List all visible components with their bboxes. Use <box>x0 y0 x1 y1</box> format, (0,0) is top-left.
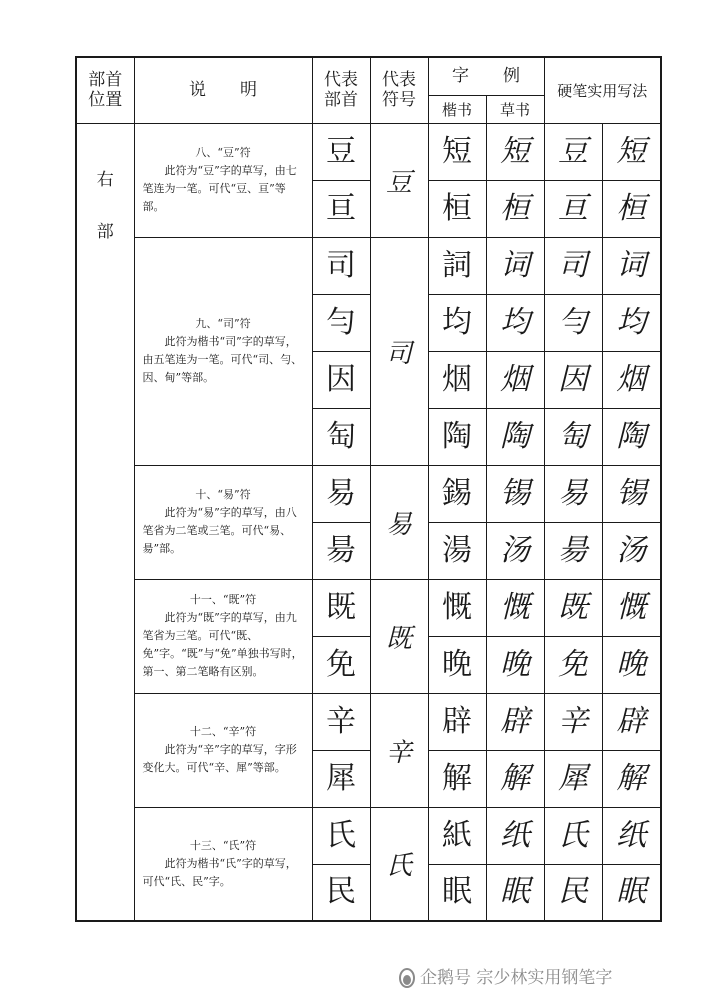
practical-radical-cell: 既 <box>544 579 602 636</box>
rep-symbol-cell: 既 <box>370 579 428 693</box>
practical-example-cell: 陶 <box>602 408 661 465</box>
header-rep-symbol <box>370 57 428 123</box>
explanation-cell <box>134 123 312 237</box>
explanation-body: 此符为“既”字的草写，由九笔省为三笔。可代“既、免”字。“既”与“免”单独书写时，第一、第二笔略有区别。 <box>142 611 303 678</box>
practical-example-cell: 词 <box>602 237 661 294</box>
kaishu-example-cell: 短 <box>428 123 486 180</box>
rep-radical-cell: 辛 <box>312 693 370 750</box>
header-examples: 字 例 <box>428 57 544 95</box>
practical-radical-cell: 豆 <box>544 123 602 180</box>
caoshu-example-cell: 陶 <box>486 408 544 465</box>
caoshu-example-cell: 眠 <box>486 864 544 921</box>
explanation-body: 此符为“辛”字的草写，字形变化大。可代“辛、犀”等部。 <box>142 743 297 774</box>
caoshu-example-cell: 辟 <box>486 693 544 750</box>
practical-example-cell: 辟 <box>602 693 661 750</box>
caoshu-example-cell: 解 <box>486 750 544 807</box>
practical-radical-cell: 因 <box>544 351 602 408</box>
rep-radical-cell: 氏 <box>312 807 370 864</box>
position-label-right: 右 <box>96 169 114 190</box>
header-practical: 硬笔实用写法 <box>544 57 661 123</box>
kaishu-example-cell: 詞 <box>428 237 486 294</box>
header-rep-symbol-line1: 代表 <box>382 70 416 91</box>
explanation-body: 此符为楷书“氏”字的草写，可代“氏、民”字。 <box>142 856 297 888</box>
explanation-cell <box>134 237 312 465</box>
rep-radical-cell: 昜 <box>312 522 370 579</box>
header-position-line2: 位置 <box>88 90 123 111</box>
rep-symbol-cell: 易 <box>370 465 428 579</box>
rep-radical-cell: 勻 <box>312 294 370 351</box>
rep-symbol-cell: 豆 <box>370 123 428 237</box>
table-row <box>76 237 661 294</box>
rep-radical-cell: 免 <box>312 636 370 693</box>
header-rep-symbol-line2: 符号 <box>382 90 416 111</box>
rep-radical-cell: 因 <box>312 351 370 408</box>
caoshu-example-cell: 慨 <box>486 579 544 636</box>
caoshu-example-cell: 烟 <box>486 351 544 408</box>
practical-radical-cell: 勻 <box>544 294 602 351</box>
explanation-title: 九、“司”符 <box>195 317 251 330</box>
caoshu-example-cell: 桓 <box>486 180 544 237</box>
rep-symbol-cell: 司 <box>370 237 428 465</box>
table-body <box>76 123 661 921</box>
table-row <box>76 693 661 750</box>
practical-radical-cell: 昜 <box>544 522 602 579</box>
header-rep-radical-line1: 代表 <box>324 70 358 91</box>
table-row <box>76 465 661 522</box>
rep-radical-cell: 民 <box>312 864 370 921</box>
explanation-body: 此符为“豆”字的草写，由七笔连为一笔。可代“豆、亘”等部。 <box>142 164 297 213</box>
header-caoshu: 草书 <box>486 95 544 123</box>
practical-example-cell: 锡 <box>602 465 661 522</box>
rep-radical-cell: 既 <box>312 579 370 636</box>
position-label-part: 部 <box>96 221 114 242</box>
rep-radical-cell: 匋 <box>312 408 370 465</box>
caoshu-example-cell: 锡 <box>486 465 544 522</box>
practical-radical-cell: 亘 <box>544 180 602 237</box>
caoshu-example-cell: 汤 <box>486 522 544 579</box>
explanation-title: 十一、“既”符 <box>189 593 257 606</box>
caoshu-example-cell: 晚 <box>486 636 544 693</box>
header-explanation: 说 明 <box>134 57 312 123</box>
kaishu-example-cell: 慨 <box>428 579 486 636</box>
header-kaishu: 楷书 <box>428 95 486 123</box>
practical-example-cell: 均 <box>602 294 661 351</box>
explanation-title: 十二、“辛”符 <box>189 725 257 738</box>
kaishu-example-cell: 烟 <box>428 351 486 408</box>
rep-radical-cell: 豆 <box>312 123 370 180</box>
explanation-cell <box>134 465 312 579</box>
explanation-cell <box>134 807 312 921</box>
practical-example-cell: 晚 <box>602 636 661 693</box>
practical-radical-cell: 匋 <box>544 408 602 465</box>
explanation-body: 此符为“易”字的草写，由八笔省为二笔或三笔。可代“易、昜”部。 <box>142 506 297 555</box>
kaishu-example-cell: 晚 <box>428 636 486 693</box>
explanation-body: 此符为楷书“司”字的草写，由五笔连为一笔。可代“司、勻、因、甸”等部。 <box>142 335 303 384</box>
kaishu-example-cell: 桓 <box>428 180 486 237</box>
kaishu-example-cell: 錫 <box>428 465 486 522</box>
explanation-cell <box>134 579 312 693</box>
practical-example-cell: 慨 <box>602 579 661 636</box>
explanation-title: 八、“豆”符 <box>195 146 251 159</box>
table-row <box>76 579 661 636</box>
rep-radical-cell: 亘 <box>312 180 370 237</box>
rep-symbol-cell: 辛 <box>370 693 428 807</box>
kaishu-example-cell: 陶 <box>428 408 486 465</box>
table-row <box>76 123 661 180</box>
practical-radical-cell: 犀 <box>544 750 602 807</box>
practical-radical-cell: 易 <box>544 465 602 522</box>
kaishu-example-cell: 均 <box>428 294 486 351</box>
header-rep-radical-line2: 部首 <box>324 90 358 111</box>
kaishu-example-cell: 眠 <box>428 864 486 921</box>
radical-table <box>75 56 662 922</box>
header-rep-radical <box>312 57 370 123</box>
practical-example-cell: 烟 <box>602 351 661 408</box>
practical-example-cell: 桓 <box>602 180 661 237</box>
practical-example-cell: 纸 <box>602 807 661 864</box>
header-position <box>76 57 134 123</box>
footer-watermark: 企鹅号 宗少林实用钢笔字 <box>420 968 613 988</box>
explanation-cell <box>134 693 312 807</box>
rep-radical-cell: 司 <box>312 237 370 294</box>
kaishu-example-cell: 湯 <box>428 522 486 579</box>
practical-example-cell: 短 <box>602 123 661 180</box>
explanation-title: 十三、“氏”符 <box>189 838 257 852</box>
caoshu-example-cell: 词 <box>486 237 544 294</box>
practical-example-cell: 眠 <box>602 864 661 921</box>
rep-radical-cell: 犀 <box>312 750 370 807</box>
header-position-line1: 部首 <box>88 70 123 91</box>
caoshu-example-cell: 短 <box>486 123 544 180</box>
caoshu-example-cell: 纸 <box>486 807 544 864</box>
practical-radical-cell: 辛 <box>544 693 602 750</box>
practical-example-cell: 汤 <box>602 522 661 579</box>
practical-radical-cell: 司 <box>544 237 602 294</box>
penguin-logo-icon <box>398 966 416 988</box>
practical-example-cell: 解 <box>602 750 661 807</box>
explanation-title: 十、“易”符 <box>195 488 251 501</box>
position-cell <box>76 123 134 921</box>
practical-radical-cell: 免 <box>544 636 602 693</box>
table-row <box>76 807 661 864</box>
practical-radical-cell: 氏 <box>544 807 602 864</box>
kaishu-example-cell: 紙 <box>428 807 486 864</box>
rep-symbol-cell: 氏 <box>370 807 428 921</box>
practical-radical-cell: 民 <box>544 864 602 921</box>
kaishu-example-cell: 辟 <box>428 693 486 750</box>
rep-radical-cell: 易 <box>312 465 370 522</box>
caoshu-example-cell: 均 <box>486 294 544 351</box>
kaishu-example-cell: 解 <box>428 750 486 807</box>
